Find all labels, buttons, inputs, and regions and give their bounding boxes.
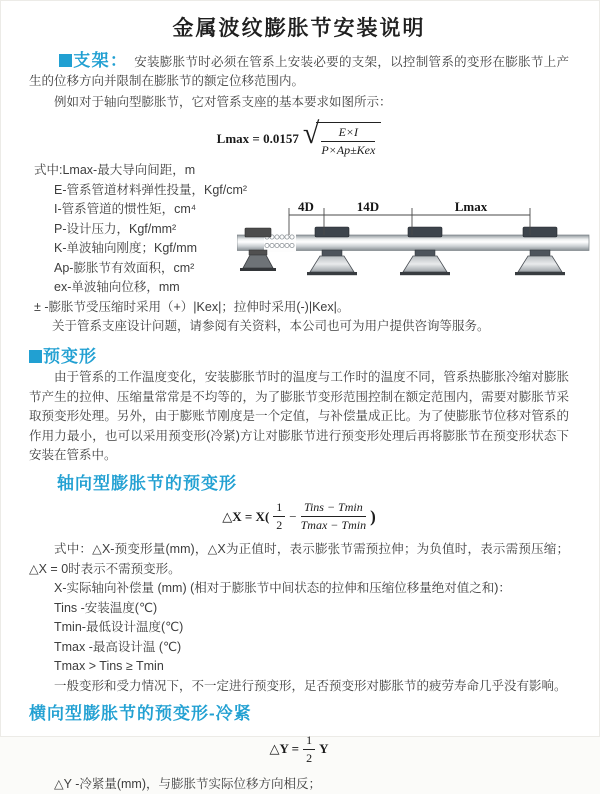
temperature-fraction [301,500,366,533]
variable-line-plusminus: ± -膨胀节受压缩时采用（+）|Kex|；拉伸时采用(-)|Kex|。 [34,298,569,318]
lateral-formula-lhs: △Y = [270,741,300,757]
document-body [1,1,599,794]
lmax-fraction-numerator: E×I [321,125,375,142]
note-line: 一般变形和受力情况下，不一定进行预变形，足否预变形对膨胀节的疲劳寿命几乎没有影响。 [29,677,569,697]
predeform-section-row [29,347,569,369]
axial-notes [29,540,569,696]
variable-line: Ap-膨胀节有效面积，cm² [34,259,569,279]
fraction-denominator: Tmax − Tmin [301,517,366,533]
support-intro-text: 安装膨胀节时必须在管系上安装必要的支架，以控制管系的变形在膨胀节上产生的位移方向并限制在膨胀节的额定位移范围内。 [29,55,569,89]
support-consulting-note: 关于管系支座设计问题，请参阅有关资料，本公司也可为用户提供咨询等服务。 [34,317,569,337]
variable-line: ex-单波轴向位移，mm [34,278,569,298]
radical-sign: √ [303,119,319,149]
section-bullet-square [59,54,72,67]
axial-subheading: 轴向型膨胀节的预变形 [57,474,569,494]
note-line: Tmax -最高设计温 (℃) [29,638,569,658]
sqrt-expression [303,119,381,158]
page-title: 金属波纹膨胀节安装说明 [29,19,569,39]
guide-support-icon [515,227,565,275]
lateral-note: △Y -冷紧量(mm)，与膨胀节实际位移方向相反； [29,775,569,794]
fraction-numerator: 1 [303,733,315,750]
support-example-line: 例如对于轴向型膨胀节，它对管系支座的基本要求如图所示： [29,93,569,113]
dimension-label-14d: 14D [357,199,379,214]
predeform-paragraph: 由于管系的工作温度变化，安装膨胀节时的温度与工作时的温度不同，管系热膨胀冷缩对膨胀节产生的拉伸、压缩量常常是不均等的，为了膨胀节变形范围控制在额定范围内，需要对膨胀节采取预变形处理。另外，由于膨账节刚度是一个定值，与补偿量成正比。为了使膨胀节位移对管系的作用力最小，也可以采用预变形(冷紧)方让对膨胀节进行预变形处理后再将膨胀节在预变形状态下安装在管系中。 [29,368,569,466]
variable-line: P-设计压力，Kgf/mm² [34,220,569,240]
close-paren: ) [370,507,376,527]
one-half-fraction [273,500,285,533]
fraction-denominator: 2 [303,750,315,766]
minus-sign: − [289,509,296,525]
note-line: Tmax > Tins ≥ Tmin [29,657,569,677]
lateral-formula-rhs: Y [319,741,328,757]
lmax-fraction [321,125,375,158]
note-line: Tins -安装温度(℃) [29,599,569,619]
variable-line: E-管系管道材料弹性投量，Kgf/cm² [34,181,569,201]
lmax-formula [29,119,569,158]
lateral-subheading: 横向型膨胀节的预变形-冷紧 [29,704,569,724]
axial-formula [29,500,569,533]
variable-line: 式中:Lmax-最大导向间距，m [34,161,569,181]
dimension-label-lmax: Lmax [455,199,488,214]
variables-and-diagram [29,161,569,337]
pipe-support-diagram [237,199,593,281]
variable-line: I-管系管道的惯性矩，cm⁴ [34,200,569,220]
lateral-formula [29,733,569,766]
note-line: Tmin-最低设计温度(℃) [29,618,569,638]
guide-support-icon [307,227,357,275]
support-section-lead [29,51,569,92]
lmax-formula-lhs: Lmax = 0.0157 [217,131,299,147]
section-bullet-square [29,350,42,363]
fraction-numerator: Tins − Tmin [301,500,366,517]
predeform-section-heading: 预变形 [43,347,97,366]
dimension-label-4d: 4D [298,199,314,214]
variable-line: K-单波轴向刚度；Kgf/mm [34,239,569,259]
fraction-numerator: 1 [273,500,285,517]
support-section-heading: 支架： [73,51,128,70]
fraction-denominator: 2 [273,517,285,533]
note-line: X-实际轴向补偿量 (mm) (相对于膨胀节中间状态的拉伸和压缩位移量绝对值之和)： [29,579,569,599]
one-half-fraction [303,733,315,766]
lmax-fraction-denominator: P×Ap±Kex [321,142,375,158]
note-line: 式中：△X-预变形量(mm)，△X为正值时，表示膨张节需预拉伸；为负值时，表示需预压缩；△X = 0时表示不需预变形。 [29,540,569,579]
axial-formula-lhs: △X = X( [222,509,269,525]
guide-support-icon [400,227,450,275]
